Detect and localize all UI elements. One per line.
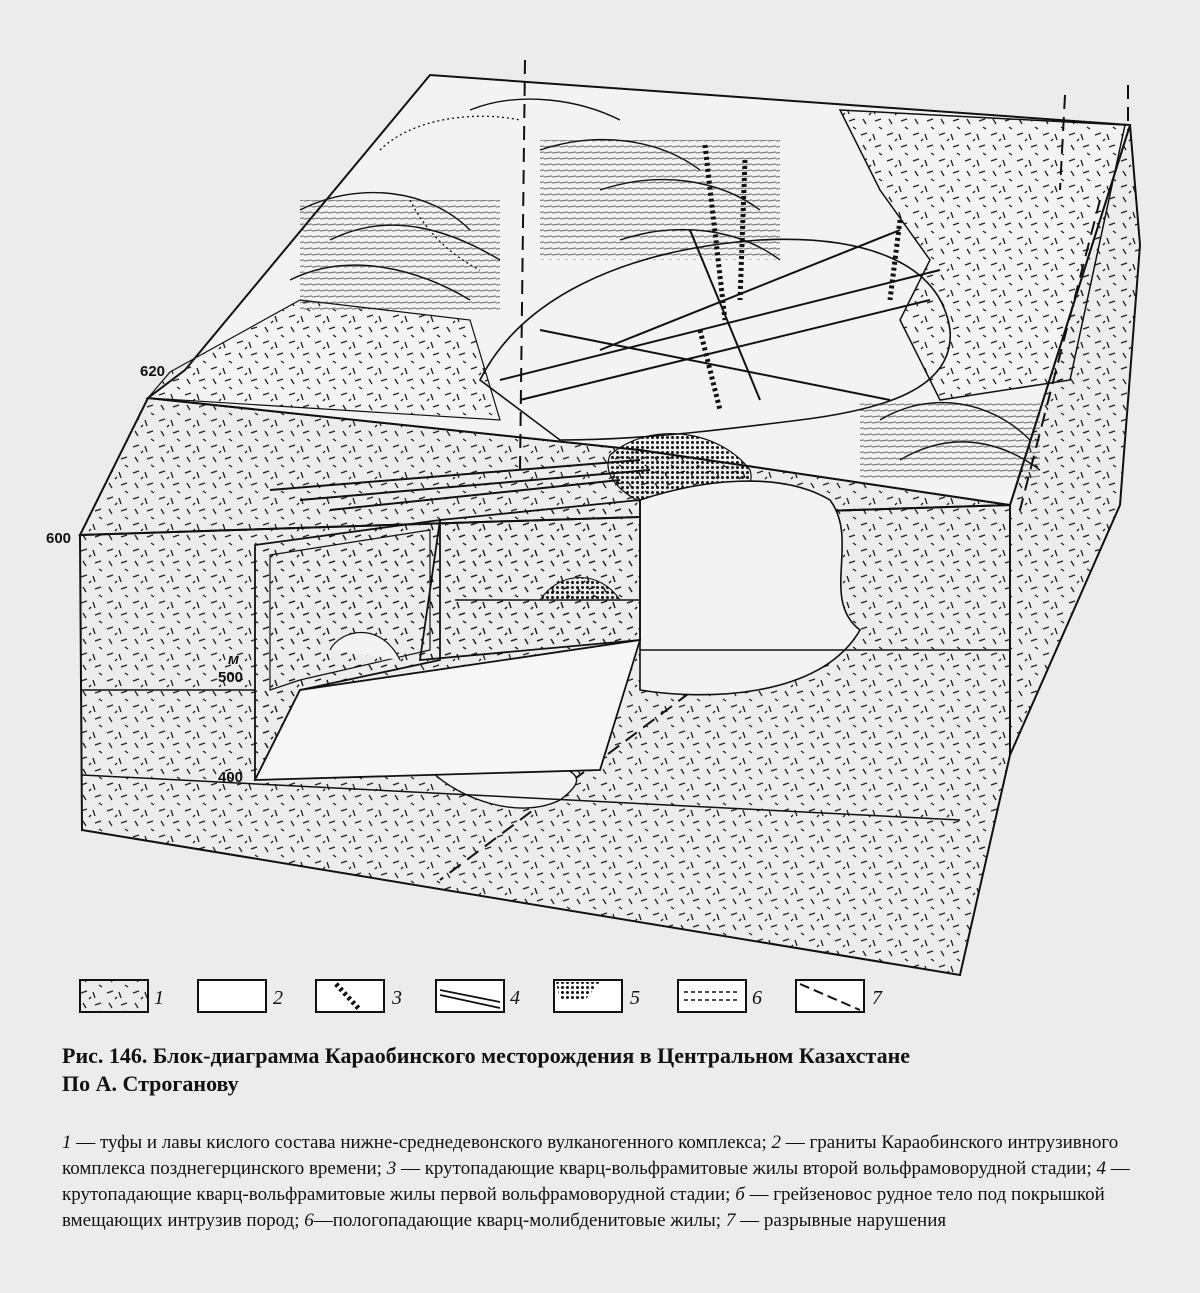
caption-num-1: 1: [62, 1132, 72, 1153]
caption-num-7: 7: [725, 1210, 736, 1231]
legend-num-2: 2: [273, 987, 283, 1009]
legend: [80, 980, 883, 1012]
legend-item-2: [198, 980, 283, 1012]
legend-item-5: [554, 980, 640, 1012]
inner-box-right: [420, 500, 640, 660]
caption-title-line2: По А. Строганову: [62, 1071, 239, 1096]
caption-num-4: 4: [1096, 1158, 1106, 1179]
label-620: 620: [140, 363, 166, 380]
legend-item-6: [678, 980, 762, 1012]
legend-item-7: [796, 980, 883, 1012]
caption-num-6: 6: [304, 1210, 314, 1231]
caption-title-line1: Рис. 146. Блок-диаграмма Караобинского месторождения в Центральном Казахстане: [62, 1043, 911, 1068]
caption-text-1: — туфы и лавы кислого состава нижне-среднедевонского вулканогенного комплекса;: [71, 1132, 772, 1153]
caption-num-5: б: [735, 1184, 745, 1205]
label-unit: м: [228, 651, 240, 668]
legend-num-5: 5: [630, 987, 640, 1009]
legend-num-6: 6: [752, 987, 762, 1009]
granite-cutout: [640, 481, 860, 695]
caption-text-2: — граниты Караобинского интрузивного комплекса позднегерцинского времени;: [62, 1132, 1119, 1179]
caption-text-4: — крутопадающие кварц-вольфрамитовые жилы первой вольфрамоворудной стадии;: [62, 1158, 1130, 1205]
figure-caption-legend-text: [62, 1130, 1152, 1234]
figure-caption-title: [62, 1042, 1152, 1098]
legend-item-4: [436, 980, 520, 1012]
caption-text-3: — крутопадающие кварц-вольфрамитовые жилы второй вольфрамоворудной стадии;: [396, 1158, 1097, 1179]
legend-num-7: 7: [872, 987, 882, 1009]
caption-text-6: —пологопадающие кварц-молибденитовые жилы;: [313, 1210, 726, 1231]
legend-item-3: [316, 980, 402, 1012]
caption-num-2: 2: [771, 1132, 782, 1153]
legend-num-1: 1: [154, 987, 164, 1009]
caption-text-5: — грейзеновос рудное тело под покрышкой вмещающих интрузив пород;: [62, 1184, 1105, 1231]
legend-item-1: [80, 980, 164, 1012]
label-600: 600: [46, 530, 72, 547]
legend-num-4: 4: [510, 987, 520, 1009]
caption-num-3: 3: [386, 1158, 397, 1179]
caption-text-7: — разрывные нарушения: [735, 1210, 947, 1231]
label-500: 500: [218, 669, 244, 686]
legend-num-3: 3: [392, 987, 402, 1009]
label-400: 400: [218, 769, 244, 786]
